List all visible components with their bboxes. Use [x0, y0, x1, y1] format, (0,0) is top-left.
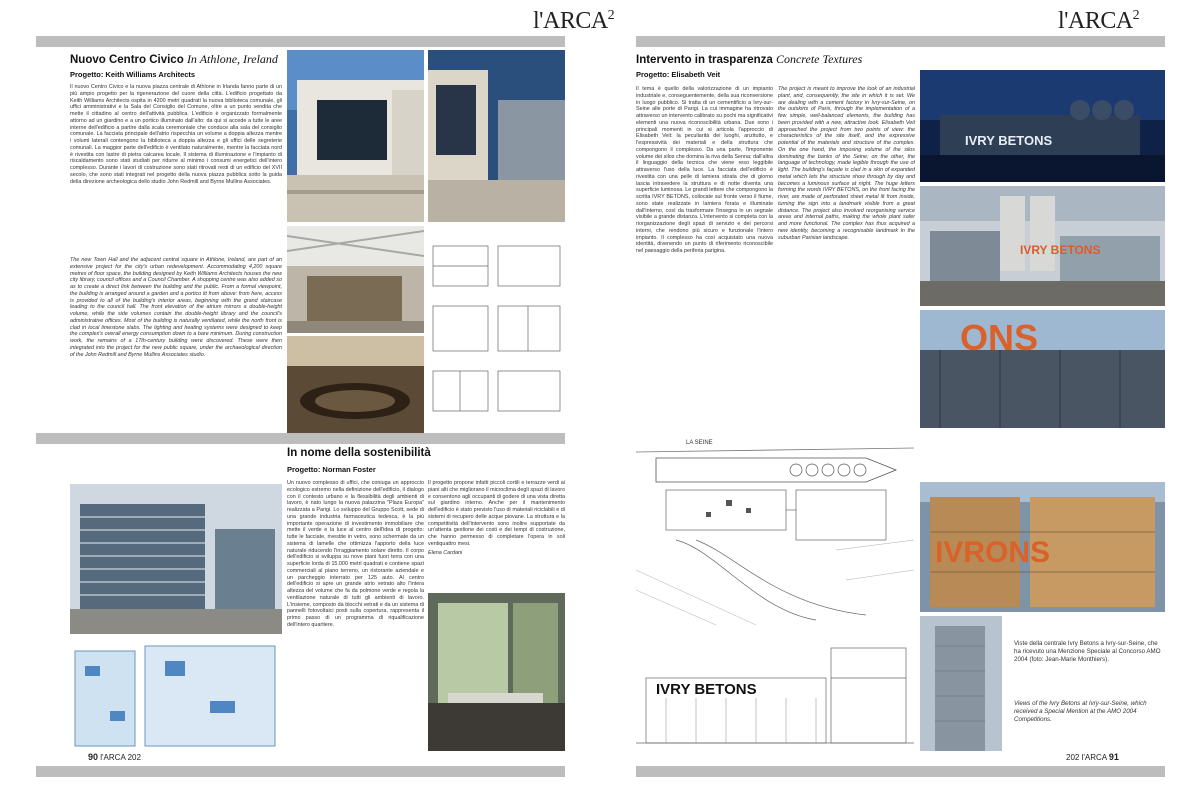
civic-centre-courtyard-photo [428, 50, 565, 222]
office-building-photo [70, 484, 282, 634]
photo-caption-it: Viste della centrale Ivry Betons a Ivry-sur-Seine, che ha ricevuto una Menzione Speciale al Concorso AMO 2004 (foto: Jean-Marie Monthiers). [1014, 640, 1161, 663]
right-article-project: Progetto: Elisabeth Veit [636, 70, 721, 79]
left-bottom-bar [36, 766, 565, 777]
left-mid-bar [36, 433, 565, 444]
right-article-body-it: Il tema è quello della valorizzazione di un impianto industriale e, conseguentemente, della sua riconversione in luogo pubblico. Si tratta di un cementificio a Ivry-sur-Seine alle porte di Parigi. La cui immagine ha ritrovato attraverso un intervento calibrato su pochi ma significativi elementi una nuova riconoscibilità urbana. Due sono i principali momenti in cui si articola l'approccio di Elisabeth Veit: la peculiarità dei luoghi, anzitutto, e l'espressività dei materiali e della struttura che compongono il complesso. Da una parte, l'imponente volume dei silos che domina la riva della Senna; dall'altra il linguaggio della tecnica che viene reso leggibile attraverso l'uso della luce. La facciata dell'edificio è rivestita con una pelle di lamiera stirata che di giorno lascia intravedere la struttura e di notte diventa una superficie luminosa. Le grandi lettere che compongono la scritta IVRY BETONS, collocate sul fronte verso il fiume, sono state realizzate in lamiera forata e illuminate dall'interno, così da trasformare l'insegna in un segnale visibile a grande distanza. L'intervento si completa con la riorganizzazione degli spazi di servizio e dei percorsi interni, che rendono più sicuro e funzionale l'intero impianto. Il complesso ha così acquistato una nuova identità, divenendo un punto di riferimento riconoscibile nel paesaggio della periferia parigina. [636, 86, 773, 254]
elevation-drawing [636, 628, 914, 751]
la-seine-label: LA SEINE [686, 440, 713, 446]
right-article-body-en: The project is meant to improve the look of an industrial plant, and, consequently, the site in which it is set. We are dealing with a cement factory in Ivry-sur-Seine, on the outskirts of Paris, through the implementation of a few simple, well-balanced elements, the building has been provided with a new, attractive look. Elisabeth Veit approached the project from two points of view: the characteristics of the site itself, and the expressive potential of the materials and structure of the complex. On the one hand, the imposing volume of the silos dominating the banks of the Seine; on the other, the language of technology, made legible through the use of light. The building's façade is clad in a skin of expanded metal which lets the structure show through by day and becomes a luminous surface at night. The huge letters forming the words IVRY BETONS, on the front facing the river, are made of perforated sheet metal lit from inside, turning the sign into a landmark visible from a great distance. The project also involved reorganising service areas and internal paths, making the whole plant safer and more functional. The complex has thus acquired a new identity, becoming a recognisable landmark in the suburban Parisian landscape. [778, 86, 915, 241]
atrium-interior-photo [287, 226, 424, 333]
article2-body-col2: Il progetto propone infatti piccoli cortili e terrazze verdi ai piani alti che migliorano il microclima degli spazi di lavoro e consentono agli occupanti di godere di una vista diretta sul giardino interno. Anche per il mantenimento dell'edificio è stato previsto l'uso di materiali riciclabili e di sistemi di recupero delle acque piovane. La struttura e la competitività dell'intervento sono inoltre supportate da un'attenta gestione dei costi e dei tempi di costruzione, che hanno permesso di completare l'opera in soli ventiquattro mesi. Elena Cardani [428, 480, 565, 556]
article2-author: Elena Cardani [428, 549, 463, 556]
article1-title: Nuovo Centro Civico In Athlone, Ireland [70, 52, 278, 66]
closeup-photo-sign: ONS [960, 317, 1039, 358]
civic-centre-plans-drawing [428, 226, 565, 434]
right-article-title: Intervento in trasparenza Concrete Textures [636, 52, 863, 66]
article1-body-en: The new Town Hall and the adjacent central square in Athlone, Ireland, are part of an extensive project for the city's urban redevelopment. Accommodating 4,200 square metres of floor space, the building designed by Keith Williams Architects houses the new city library, council offices and a Council Chamber. A shopping centre was also added so as to create a direct link between the building and the public. From a formal viewpoint, the building is arranged around a garden and a portico lit from above: from here, access is provided to all of the building's interior areas, beginning with the grand staircase leading to the council hall. The front elevation of the atrium mirrors a double-height volume, while the side volumes contain the double-height library and the council's administrative offices. Most of the building is naturally ventilated, while the north front is clad in local limestone slabs. The lighting and heating systems were designed to keep the complex's overall energy consumption down to a bare minimum. During construction work, the remains of a 17th-century building were discovered. These were then integrated into the project for the new public square, under the archaeological direction of the John Redmill and Byrne Mullins Associates studio. [70, 257, 282, 358]
plant-silos-day-photo [920, 186, 1165, 306]
right-folio: 202 l'ARCA 91 [1066, 752, 1119, 762]
article1-body-it: Il nuovo Centro Civico e la nuova piazza centrale di Athlone in Irlanda fanno parte di un più ampio progetto per la rigenerazione del cuore della città. L'edificio progettato da Keith Williams Architects ospita in 4200 metri quadrati la nuova biblioteca comunale, gli uffici amministrativi e la Sala del Consiglio del Comune, oltre a un punto vendita che mette il cittadino al centro dell'attività pubblica. L'edificio è organizzato formalmente attorno ad un giardino e a un portico illuminato dall'alto: da qui si accede a tutte le aree interne dell'edificio a partire dalla scala ceremoniale che conduce alla sala del consiglio comunale. La facciata principale dell'atrio rispecchia un volume a doppia altezza mentre i volumi laterali contengono la biblioteca a doppia altezza e gli uffici delle segreterie comunali. La maggior parte dell'edificio è ventilato naturalmente, mentre la facciata nord è rivestita con lastre di pietra calcarea locale. Il sistema di illuminazione e l'impianto di riscaldamento sono stati studiati per ridurre al minimo i consumi energetici dell'intero complesso. Durante i lavori di costruzione sono stati ritrovati resti di un edificio del XVII secolo, che sono stati integrati nel progetto della nuova piazza pubblica sotto la guida della direzione archeologica dello studio John Redmill and Byrne Mullins Associates. [70, 84, 282, 185]
right-bottom-bar [636, 766, 1165, 777]
silo-photo-sign: IVRONS [935, 536, 1051, 569]
left-folio: 90 l'ARCA 202 [88, 752, 141, 762]
council-chamber-photo [287, 336, 424, 434]
site-plan-drawing [636, 430, 914, 625]
civic-centre-exterior-photo [287, 50, 424, 222]
article2-project: Progetto: Norman Foster [287, 465, 376, 474]
plant-letters-closeup-photo [920, 310, 1165, 428]
right-top-bar [636, 36, 1165, 47]
right-logo: l'ARCA$^2$ [1058, 8, 1140, 34]
night-photo-sign: IVRY BETONS [965, 133, 1053, 148]
photo-caption-en: Views of the Ivry Betons at Ivry-sur-Seine, which received a Special Mention at the AMO 2004 Competitions. [1014, 700, 1147, 723]
article2-title: In nome della sostenibilità [287, 447, 431, 459]
elevation-sign-text: IVRY BETONS [656, 681, 757, 698]
article1-project: Progetto: Keith Williams Architects [70, 70, 196, 79]
plant-facade-detail-photo [920, 616, 1002, 751]
article2-body-col1: Un nuovo complesso di uffici, che coniuga un approccio ecologico estremo nella definizione dell'edificio, il dialogo con il contesto urbano e la flessibilità degli ambienti di lavoro, è nato lungo la nuova palazzina "Plaza Europa" realizzata a Parigi. Lo sviluppo del Gruppo Scott, sede di una grande industria farmaceutica tedesca, è la più importante operazione di investimento immobiliare che mette il verde e la luce al centro dell'idea di progetto: tutte le facciate, rivestite in vetro, sono schermate da un sistema di lamelle che ottimizza l'apporto della luce naturale riducendo l'irraggiamento solare diretto. Il corpo dell'edificio si sviluppa su nove piani fuori terra con una superficie lorda di 15.000 metri quadrati e contiene spazi commerciali al piano terreno, un ristorante aziendale e un parcheggio interrato per 125 auto. Al centro dell'edificio si apre un grande atrio vetrato alto l'intera altezza del volume che fa da polmone verde e regola la ventilazione naturale di tutti gli ambienti di lavoro. L'insieme, composto da blocchi vetrati e da un sistema di pannelli fotovoltaici posti sulla copertura, rappresenta il primo passo di un programma di riqualificazione dell'intero quartiere. [287, 480, 424, 628]
office-plans-drawing [70, 641, 282, 751]
plant-silo-letters-photo [920, 482, 1165, 612]
plant-night-photo [920, 70, 1165, 182]
office-interior-photo [428, 593, 565, 751]
left-logo: l'ARCA$^2$ [533, 8, 615, 34]
left-top-bar [36, 36, 565, 47]
day-photo-sign: IVRY BETONS [1020, 243, 1101, 257]
